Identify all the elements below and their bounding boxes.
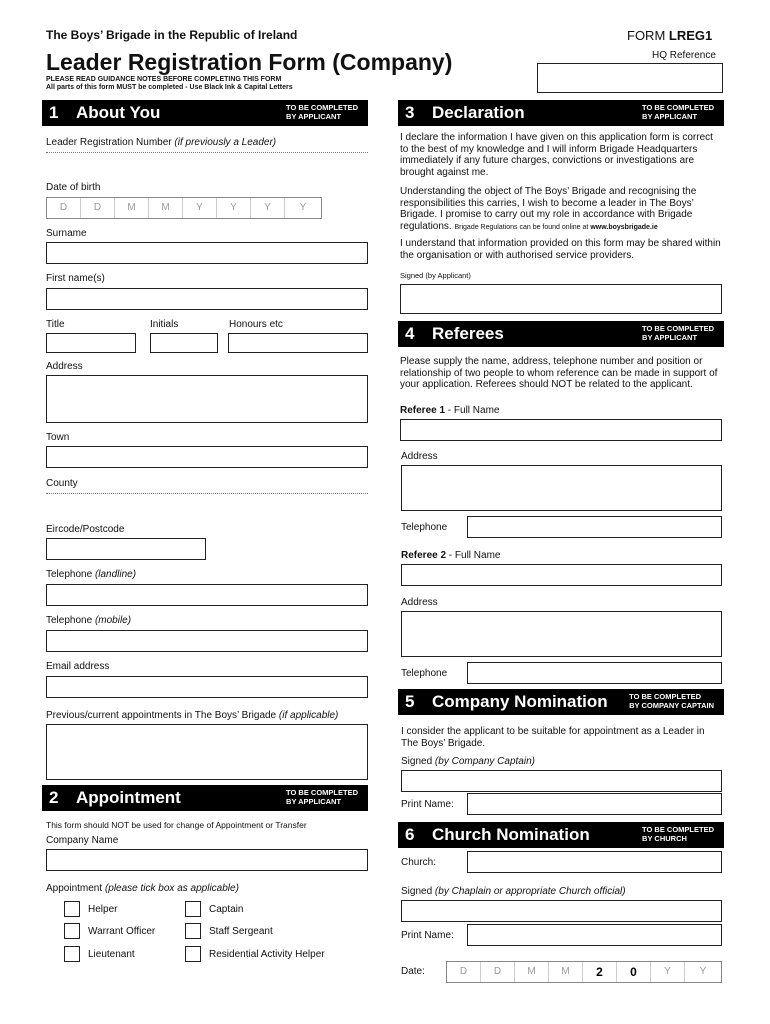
guidance-note: PLEASE READ GUIDANCE NOTES BEFORE COMPLETING THIS FORM bbox=[46, 76, 282, 83]
referee-2-label bbox=[401, 550, 500, 561]
reg-number-label-text: Leader Registration Number bbox=[46, 137, 175, 148]
reg-number-hint: (if previously a Leader) bbox=[174, 137, 277, 148]
referee-2-suffix: - Full Name bbox=[446, 550, 501, 561]
referee-1-address-label: Address bbox=[401, 451, 438, 462]
referee-1-suffix: - Full Name bbox=[445, 405, 500, 416]
section-referees-header bbox=[398, 321, 724, 347]
warrant-officer-checkbox[interactable] bbox=[64, 923, 80, 939]
captain-signed-label-text: Signed bbox=[401, 756, 435, 767]
email-label: Email address bbox=[46, 661, 110, 672]
church-signed-label-text: Signed bbox=[401, 886, 435, 897]
dob-label: Date of birth bbox=[46, 182, 101, 193]
staff-sergeant-label: Staff Sergeant bbox=[209, 926, 273, 937]
date-cell: D bbox=[447, 962, 481, 982]
referee-2-address-label: Address bbox=[401, 597, 438, 608]
dob-cell: M bbox=[149, 198, 183, 218]
completion-note: All parts of this form MUST be completed - Use Black Ink & Capital Letters bbox=[46, 84, 293, 91]
referee-1-address-field[interactable] bbox=[401, 465, 722, 511]
date-cell: Y bbox=[699, 966, 707, 977]
regulations-note: Brigade Regulations can be found online at bbox=[454, 223, 591, 231]
initials-field[interactable] bbox=[150, 333, 218, 353]
form-code bbox=[627, 28, 712, 43]
surname-field[interactable] bbox=[46, 242, 368, 264]
dob-cell: Y bbox=[299, 202, 307, 213]
appointment-hint: (please tick box as applicable) bbox=[104, 883, 239, 894]
applicant-signed-label: Signed (by Applicant) bbox=[400, 271, 471, 280]
section-number: 4 bbox=[405, 324, 415, 343]
dob-cell: D bbox=[47, 198, 81, 218]
church-date-label: Date: bbox=[401, 966, 425, 977]
section-title: Church Nomination bbox=[432, 825, 590, 844]
declaration-paragraph-3: I understand that information provided on this form may be shared within the organisation or with authorised service providers. bbox=[400, 238, 721, 261]
honours-field[interactable] bbox=[228, 333, 368, 353]
referee-2-telephone-field[interactable] bbox=[467, 662, 722, 684]
church-print-name-label: Print Name: bbox=[401, 930, 454, 941]
section-title: Referees bbox=[432, 324, 504, 343]
section-tag: TO BE COMPLETED BY CHURCH bbox=[642, 825, 714, 843]
initials-label: Initials bbox=[150, 319, 179, 330]
date-cell: Y bbox=[651, 962, 685, 982]
prev-appt-field[interactable] bbox=[46, 724, 368, 780]
helper-label: Helper bbox=[88, 904, 118, 915]
section-title: Company Nomination bbox=[432, 692, 608, 711]
hq-reference-field[interactable] bbox=[537, 63, 723, 93]
prev-appt-label bbox=[46, 710, 338, 721]
referee-1-label bbox=[400, 405, 499, 416]
referee-1-name-field[interactable] bbox=[400, 419, 722, 441]
eircode-field[interactable] bbox=[46, 538, 206, 560]
residential-helper-label: Residential Activity Helper bbox=[209, 949, 325, 960]
date-cell: 2 bbox=[583, 962, 617, 982]
tel-mobile-label bbox=[46, 615, 131, 626]
address-field[interactable] bbox=[46, 375, 368, 423]
declaration-paragraph-2-text: Understanding the object of The Boys’ Brigade and recognising the responsibilities this carries, I wish to become a leader in The Boys’ Brigade. I promise to carry out my role in accordance with Brigade regulations. bbox=[400, 186, 697, 232]
tel-mobile-hint: (mobile) bbox=[94, 615, 132, 626]
captain-signed-label bbox=[401, 756, 535, 767]
form-code-value: LREG1 bbox=[668, 28, 713, 43]
surname-label: Surname bbox=[46, 228, 87, 239]
warrant-officer-label: Warrant Officer bbox=[88, 926, 156, 937]
prev-appt-label-text: Previous/current appointments in The Boys’ Brigade bbox=[46, 710, 279, 721]
referee-1-title: Referee 1 bbox=[400, 405, 446, 416]
referee-2-name-field[interactable] bbox=[401, 564, 722, 586]
declaration-paragraph-1: I declare the information I have given on this application form is correct to the best of my knowledge and I will inform Brigade Headquarters immediately if any future charges, convictions or investigations are brought against me. bbox=[400, 132, 713, 178]
hq-reference-label: HQ Reference bbox=[652, 50, 716, 61]
captain-signed-hint: (by Company Captain) bbox=[434, 756, 535, 767]
appointment-label bbox=[46, 883, 239, 894]
firstname-field[interactable] bbox=[46, 288, 368, 310]
company-nomination-text: I consider the applicant to be suitable for appointment as a Leader in The Boys’ Brigade. bbox=[401, 726, 705, 749]
referee-1-telephone-label: Telephone bbox=[401, 522, 448, 533]
referees-intro: Please supply the name, address, telephone number and position or relationship of two people to whom reference can be made in support of your application. Referees should NOT be related to the applicant. bbox=[400, 356, 718, 390]
section-declaration-header bbox=[398, 100, 724, 126]
tel-mobile-label-text: Telephone bbox=[46, 615, 95, 626]
referee-1-telephone-field[interactable] bbox=[467, 516, 722, 538]
church-signature-field[interactable] bbox=[401, 900, 722, 922]
section-number: 5 bbox=[405, 692, 415, 711]
section-number: 3 bbox=[405, 103, 415, 122]
referee-2-title: Referee 2 bbox=[401, 550, 447, 561]
residential-helper-checkbox[interactable] bbox=[185, 946, 201, 962]
company-name-field[interactable] bbox=[46, 849, 368, 871]
tel-mobile-field[interactable] bbox=[46, 630, 368, 652]
section-number: 6 bbox=[405, 825, 415, 844]
email-field[interactable] bbox=[46, 676, 368, 698]
section-number: 1 bbox=[49, 103, 59, 122]
prev-appt-hint: (if applicable) bbox=[278, 710, 339, 721]
county-field[interactable] bbox=[46, 493, 368, 494]
town-label: Town bbox=[46, 432, 70, 443]
tel-landline-field[interactable] bbox=[46, 584, 368, 606]
appointment-label-text: Appointment bbox=[46, 883, 105, 894]
eircode-label: Eircode/Postcode bbox=[46, 524, 125, 535]
applicant-signature-field[interactable] bbox=[400, 284, 722, 314]
captain-label: Captain bbox=[209, 904, 244, 915]
church-label: Church: bbox=[401, 857, 437, 868]
dob-cell: Y bbox=[251, 198, 285, 218]
referee-2-address-field[interactable] bbox=[401, 611, 722, 657]
church-field[interactable] bbox=[467, 851, 722, 873]
referee-2-telephone-label: Telephone bbox=[401, 668, 448, 679]
tel-landline-label bbox=[46, 569, 136, 580]
church-signed-hint: (by Chaplain or appropriate Church official) bbox=[434, 886, 626, 897]
church-signed-label bbox=[401, 886, 626, 897]
section-tag: TO BE COMPLETED BY APPLICANT bbox=[286, 103, 358, 121]
section-church-nomination-header bbox=[398, 822, 724, 848]
section-title: Appointment bbox=[76, 788, 181, 807]
honours-label: Honours etc bbox=[229, 319, 283, 330]
dob-cell: Y bbox=[217, 198, 251, 218]
section-tag: TO BE COMPLETED BY APPLICANT bbox=[642, 103, 714, 121]
org-name: The Boys’ Brigade in the Republic of Ireland bbox=[46, 28, 298, 42]
captain-print-name-field[interactable] bbox=[467, 793, 722, 815]
section-number: 2 bbox=[49, 788, 59, 807]
page-title: Leader Registration Form (Company) bbox=[46, 49, 453, 75]
regulations-link[interactable]: www.boysbrigade.ie bbox=[590, 223, 658, 231]
section-title: About You bbox=[76, 103, 161, 122]
church-print-name-field[interactable] bbox=[467, 924, 722, 946]
company-name-label: Company Name bbox=[46, 835, 119, 846]
date-cell: M bbox=[549, 962, 583, 982]
firstname-label: First name(s) bbox=[46, 273, 105, 284]
staff-sergeant-checkbox[interactable] bbox=[185, 923, 201, 939]
date-cell: M bbox=[515, 962, 549, 982]
section-title: Declaration bbox=[432, 103, 525, 122]
section-tag: TO BE COMPLETED BY APPLICANT bbox=[286, 788, 358, 806]
date-cell: 0 bbox=[617, 962, 651, 982]
reg-number-label bbox=[46, 137, 276, 148]
dob-field[interactable] bbox=[46, 197, 322, 219]
county-label: County bbox=[46, 478, 78, 489]
captain-signature-field[interactable] bbox=[401, 770, 722, 792]
section-about-you-header bbox=[42, 100, 368, 126]
dob-cell: M bbox=[115, 198, 149, 218]
appointment-note: This form should NOT be used for change of Appointment or Transfer bbox=[46, 820, 307, 830]
title-label: Title bbox=[46, 319, 65, 330]
form-code-prefix: FORM bbox=[627, 28, 669, 43]
section-appointment-header bbox=[42, 785, 368, 811]
tel-landline-label-text: Telephone bbox=[46, 569, 95, 580]
dob-cell: D bbox=[81, 198, 115, 218]
reg-number-field[interactable] bbox=[46, 152, 368, 153]
captain-print-name-label: Print Name: bbox=[401, 799, 454, 810]
address-label: Address bbox=[46, 361, 83, 372]
declaration-paragraph-2 bbox=[400, 186, 722, 233]
helper-checkbox[interactable] bbox=[64, 901, 80, 917]
town-field[interactable] bbox=[46, 446, 368, 468]
tel-landline-hint: (landline) bbox=[94, 569, 137, 580]
section-tag: TO BE COMPLETED BY COMPANY CAPTAIN bbox=[629, 692, 714, 710]
dob-cell: Y bbox=[183, 198, 217, 218]
title-field[interactable] bbox=[46, 333, 136, 353]
captain-checkbox[interactable] bbox=[185, 901, 201, 917]
lieutenant-label: Lieutenant bbox=[88, 949, 135, 960]
church-date-field[interactable] bbox=[446, 961, 722, 983]
lieutenant-checkbox[interactable] bbox=[64, 946, 80, 962]
date-cell: D bbox=[481, 962, 515, 982]
section-tag: TO BE COMPLETED BY APPLICANT bbox=[642, 324, 714, 342]
section-company-nomination-header bbox=[398, 689, 724, 715]
